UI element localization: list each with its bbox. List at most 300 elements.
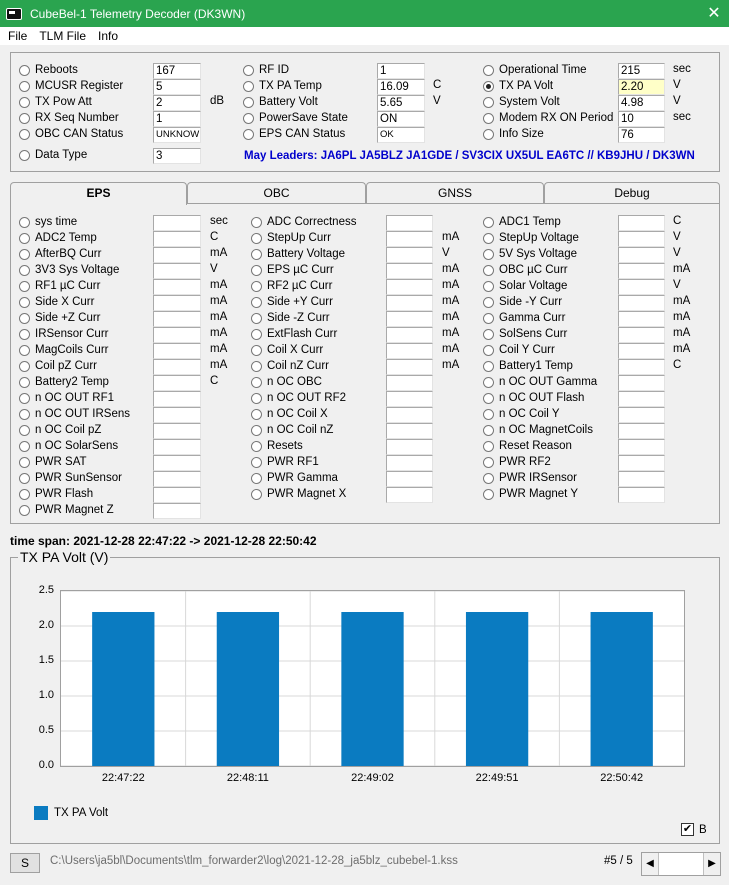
field-tx-pow-att <box>19 94 92 110</box>
eps-label-resets: Resets <box>267 440 303 452</box>
eps-field-stepup-voltage <box>483 230 579 246</box>
eps-radio-n-oc-out-flash[interactable] <box>483 393 494 404</box>
value-data-type: 3 <box>153 148 201 164</box>
eps-radio-side-z-curr[interactable] <box>251 313 262 324</box>
eps-field-n-oc-solarsens <box>19 438 118 454</box>
eps-value-resets <box>386 439 433 455</box>
eps-value-battery-voltage <box>386 247 433 263</box>
eps-radio-battery1-temp[interactable] <box>483 361 494 372</box>
radio-rf-id[interactable] <box>243 65 254 76</box>
eps-unit-side-z-curr: mA <box>210 311 228 323</box>
eps-label-pwr-gamma: PWR Gamma <box>267 472 338 484</box>
eps-radio-obc-uc-curr[interactable] <box>483 265 494 276</box>
eps-field-coil-nz-curr <box>251 358 329 374</box>
eps-label-adc-correctness: ADC Correctness <box>267 216 357 228</box>
eps-unit-stepup-curr: mA <box>442 231 460 243</box>
value-powersave-state: ON <box>377 111 425 127</box>
eps-field-reset-reason <box>483 438 572 454</box>
eps-radio-battery2-temp[interactable] <box>19 377 30 388</box>
file-path: C:\Users\ja5bl\Documents\tlm_forwarder2\log\2021-12-28_ja5blz_cubebel-1.kss <box>50 855 458 867</box>
eps-radio-pwr-irsensor[interactable] <box>483 473 494 484</box>
eps-value-battery1-temp <box>618 359 665 375</box>
eps-unit-rf2-uc-curr: mA <box>442 279 460 291</box>
eps-radio-afterbq-curr[interactable] <box>19 249 30 260</box>
eps-value-side-z-curr <box>386 311 433 327</box>
x-tick-label: 22:49:51 <box>475 772 519 784</box>
value-rf-id: 1 <box>377 63 425 79</box>
eps-label-pwr-rf1: PWR RF1 <box>267 456 319 468</box>
eps-radio-resets[interactable] <box>251 441 262 452</box>
eps-label-battery-voltage: Battery Voltage <box>267 248 345 260</box>
label-info-size: Info Size <box>499 128 544 140</box>
eps-radio-side-y-curr[interactable] <box>251 297 262 308</box>
eps-label-n-oc-out-irsens: n OC OUT IRSens <box>35 408 131 420</box>
eps-radio-solsens-curr[interactable] <box>483 329 494 340</box>
eps-label-solsens-curr: SolSens Curr <box>499 328 568 340</box>
eps-field-battery-voltage <box>251 246 345 262</box>
eps-value-stepup-voltage <box>618 231 665 247</box>
chart-legend <box>34 806 108 820</box>
eps-label-pwr-rf2: PWR RF2 <box>499 456 551 468</box>
eps-value-extflash-curr <box>386 327 433 343</box>
eps-label-gamma-curr: Gamma Curr <box>499 312 566 324</box>
eps-radio-side-x-curr[interactable] <box>19 297 30 308</box>
eps-value-pwr-rf1 <box>386 455 433 471</box>
eps-value-battery2-temp <box>153 375 201 391</box>
eps-value-irsensor-curr <box>153 327 201 343</box>
eps-value-n-oc-coil-nz <box>386 423 433 439</box>
eps-field-eps-uc-curr <box>251 262 334 278</box>
eps-radio-coil-y-curr[interactable] <box>483 345 494 356</box>
y-tick-label: 0.0 <box>38 759 54 771</box>
eps-field-n-oc-obc <box>251 374 322 390</box>
radio-rx-seq-number[interactable] <box>19 113 30 124</box>
eps-label-coil-nz-curr: Coil nZ Curr <box>267 360 329 372</box>
value-reboots: 167 <box>153 63 201 79</box>
eps-field-n-oc-coil-nz <box>251 422 333 438</box>
bar-3 <box>466 612 528 766</box>
radio-tx-pa-temp[interactable] <box>243 81 254 92</box>
eps-label-side-x-curr: Side X Curr <box>35 296 95 308</box>
field-info-size <box>483 126 544 142</box>
eps-field-n-oc-out-gamma <box>483 374 597 390</box>
eps-radio-adc2-temp[interactable] <box>19 233 30 244</box>
bar-4 <box>591 612 653 766</box>
field-operational-time <box>483 62 587 78</box>
eps-field-pwr-irsensor <box>483 470 577 486</box>
eps-value-side-x-curr <box>153 295 201 311</box>
eps-field-adc2-temp <box>19 230 97 246</box>
eps-radio-coil-nz-curr[interactable] <box>251 361 262 372</box>
eps-label-n-oc-out-flash: n OC OUT Flash <box>499 392 585 404</box>
bar-0 <box>92 612 154 766</box>
eps-label-solar-voltage: Solar Voltage <box>499 280 568 292</box>
eps-value-n-oc-out-rf1 <box>153 391 201 407</box>
eps-label-5v-sys-voltage: 5V Sys Voltage <box>499 248 577 260</box>
eps-value-n-oc-coil-x <box>386 407 433 423</box>
eps-label-rf2-uc-curr: RF2 µC Curr <box>267 280 333 292</box>
field-data-type <box>19 147 87 163</box>
eps-field-n-oc-out-rf1 <box>19 390 114 406</box>
eps-radio-coil-pz-curr[interactable] <box>19 361 30 372</box>
eps-unit-magcoils-curr: mA <box>210 343 228 355</box>
eps-field-coil-pz-curr <box>19 358 97 374</box>
radio-powersave-state[interactable] <box>243 113 254 124</box>
eps-radio-n-oc-magnetcoils[interactable] <box>483 425 494 436</box>
radio-eps-can-status[interactable] <box>243 129 254 140</box>
menu-tlm-file[interactable]: TLM File <box>39 29 87 43</box>
eps-label-pwr-magnet-z: PWR Magnet Z <box>35 504 114 516</box>
eps-value-pwr-magnet-x <box>386 487 433 503</box>
window-title: CubeBel-1 Telemetry Decoder (DK3WN) <box>30 6 246 21</box>
eps-value-coil-nz-curr <box>386 359 433 375</box>
value-tx-pa-volt: 2.20 <box>618 79 665 95</box>
label-system-volt: System Volt <box>499 96 560 108</box>
field-obc-can-status <box>19 126 123 142</box>
tab-eps[interactable]: EPS <box>10 182 187 205</box>
eps-label-n-oc-out-gamma: n OC OUT Gamma <box>499 376 598 388</box>
eps-value-side-z-curr <box>153 311 201 327</box>
eps-value-solsens-curr <box>618 327 665 343</box>
field-tx-pa-volt <box>483 78 553 94</box>
eps-unit-afterbq-curr: mA <box>210 247 228 259</box>
eps-label-obc-uc-curr: OBC µC Curr <box>499 264 568 276</box>
eps-label-extflash-curr: ExtFlash Curr <box>267 328 338 340</box>
eps-label-pwr-magnet-x: PWR Magnet X <box>267 488 347 500</box>
eps-unit-side-y-curr: mA <box>673 295 691 307</box>
eps-field-adc1-temp <box>483 214 561 230</box>
eps-radio-side-y-curr[interactable] <box>483 297 494 308</box>
value-rx-seq-number: 1 <box>153 111 201 127</box>
eps-radio-n-oc-coil-nz[interactable] <box>251 425 262 436</box>
eps-radio-n-oc-out-gamma[interactable] <box>483 377 494 388</box>
eps-value-coil-pz-curr <box>153 359 201 375</box>
radio-reboots[interactable] <box>19 65 30 76</box>
eps-radio-magcoils-curr[interactable] <box>19 345 30 356</box>
unit-tx-pow-att: dB <box>210 95 225 107</box>
eps-value-gamma-curr <box>618 311 665 327</box>
radio-tx-pa-volt[interactable] <box>483 81 494 92</box>
eps-label-battery2-temp: Battery2 Temp <box>35 376 109 388</box>
eps-value-coil-x-curr <box>386 343 433 359</box>
eps-value-afterbq-curr <box>153 247 201 263</box>
eps-unit-adc1-temp: C <box>673 215 682 227</box>
eps-value-magcoils-curr <box>153 343 201 359</box>
eps-unit-gamma-curr: mA <box>673 311 691 323</box>
value-info-size: 76 <box>618 127 665 143</box>
eps-label-side-z-curr: Side -Z Curr <box>267 312 330 324</box>
eps-label-sys-time: sys time <box>35 216 78 228</box>
eps-radio-pwr-magnet-z[interactable] <box>19 505 30 516</box>
scroll-left-icon[interactable]: ◀ <box>642 853 659 875</box>
eps-value-pwr-magnet-y <box>618 487 665 503</box>
eps-field-coil-y-curr <box>483 342 555 358</box>
x-tick-label: 22:50:42 <box>600 772 644 784</box>
eps-radio-n-oc-coil-pz[interactable] <box>19 425 30 436</box>
eps-radio-solar-voltage[interactable] <box>483 281 494 292</box>
y-tick-label: 2.0 <box>38 619 54 631</box>
eps-unit-adc2-temp: C <box>210 231 219 243</box>
title-bar <box>0 0 729 27</box>
tab-obc[interactable]: OBC <box>187 182 366 203</box>
eps-field-adc-correctness <box>251 214 356 230</box>
eps-radio-pwr-gamma[interactable] <box>251 473 262 484</box>
leaders-banner: May Leaders: JA6PL JA5BLZ JA1GDE / SV3CIX UX5UL EA6TC // KB9JHU / DK3WN <box>244 150 695 162</box>
tab-debug[interactable]: Debug <box>544 182 720 203</box>
eps-radio-n-oc-solarsens[interactable] <box>19 441 30 452</box>
eps-label-irsensor-curr: IRSensor Curr <box>35 328 109 340</box>
eps-label-afterbq-curr: AfterBQ Curr <box>35 248 102 260</box>
eps-radio-stepup-curr[interactable] <box>251 233 262 244</box>
record-scroller[interactable] <box>641 852 721 876</box>
eps-label-pwr-sunsensor: PWR SunSensor <box>35 472 122 484</box>
eps-label-n-oc-coil-y: n OC Coil Y <box>499 408 560 420</box>
eps-field-solar-voltage <box>483 278 567 294</box>
eps-value-n-oc-obc <box>386 375 433 391</box>
eps-field-side-z-curr <box>19 310 101 326</box>
eps-radio-pwr-magnet-y[interactable] <box>483 489 494 500</box>
eps-radio-irsensor-curr[interactable] <box>19 329 30 340</box>
eps-radio-pwr-rf2[interactable] <box>483 457 494 468</box>
field-eps-can-status <box>243 126 345 142</box>
menu-file[interactable]: File <box>8 29 28 43</box>
eps-unit-coil-x-curr: mA <box>442 343 460 355</box>
radio-battery-volt[interactable] <box>243 97 254 108</box>
close-icon[interactable]: ✕ <box>707 5 721 22</box>
eps-value-pwr-irsensor <box>618 471 665 487</box>
eps-unit-extflash-curr: mA <box>442 327 460 339</box>
eps-unit-battery2-temp: C <box>210 375 219 387</box>
eps-radio-n-oc-out-rf2[interactable] <box>251 393 262 404</box>
eps-radio-3v3-sys-voltage[interactable] <box>19 265 30 276</box>
b-checkbox-label: B <box>699 823 707 836</box>
eps-unit-sys-time: sec <box>210 215 228 227</box>
field-system-volt <box>483 94 560 110</box>
eps-radio-rf2-uc-curr[interactable] <box>251 281 262 292</box>
x-tick-label: 22:49:02 <box>351 772 394 784</box>
x-tick-label: 22:48:11 <box>226 772 269 784</box>
legend-label: TX PA Volt <box>54 807 109 819</box>
eps-field-pwr-magnet-y <box>483 486 578 502</box>
eps-radio-pwr-magnet-x[interactable] <box>251 489 262 500</box>
label-battery-volt: Battery Volt <box>259 96 318 108</box>
eps-label-coil-pz-curr: Coil pZ Curr <box>35 360 97 372</box>
eps-value-pwr-rf2 <box>618 455 665 471</box>
eps-field-magcoils-curr <box>19 342 109 358</box>
eps-unit-rf1-uc-curr: mA <box>210 279 228 291</box>
eps-field-gamma-curr <box>483 310 565 326</box>
legend-swatch <box>34 806 48 820</box>
eps-radio-eps-uc-curr[interactable] <box>251 265 262 276</box>
eps-label-n-oc-out-rf2: n OC OUT RF2 <box>267 392 347 404</box>
label-obc-can-status: OBC CAN Status <box>35 128 124 140</box>
field-modem-rx-on-period <box>483 110 613 126</box>
eps-value-n-oc-out-rf2 <box>386 391 433 407</box>
field-rf-id <box>243 62 289 78</box>
eps-field-3v3-sys-voltage <box>19 262 119 278</box>
radio-modem-rx-on-period[interactable] <box>483 113 494 124</box>
eps-label-rf1-uc-curr: RF1 µC Curr <box>35 280 101 292</box>
eps-label-pwr-irsensor: PWR IRSensor <box>499 472 577 484</box>
field-powersave-state <box>243 110 348 126</box>
b-checkbox[interactable] <box>681 823 707 836</box>
eps-label-n-oc-coil-x: n OC Coil X <box>267 408 328 420</box>
field-rx-seq-number <box>19 110 119 126</box>
eps-field-solsens-curr <box>483 326 567 342</box>
eps-field-afterbq-curr <box>19 246 101 262</box>
chart-plot-area <box>60 590 685 767</box>
s-button[interactable]: S <box>10 853 40 873</box>
eps-radio-pwr-flash[interactable] <box>19 489 30 500</box>
app-icon <box>6 8 22 20</box>
tab-gnss[interactable]: GNSS <box>366 182 544 203</box>
radio-mcusr-register[interactable] <box>19 81 30 92</box>
eps-value-adc1-temp <box>618 215 665 231</box>
eps-radio-pwr-rf1[interactable] <box>251 457 262 468</box>
eps-label-adc2-temp: ADC2 Temp <box>35 232 97 244</box>
eps-field-5v-sys-voltage <box>483 246 577 262</box>
eps-value-side-y-curr <box>386 295 433 311</box>
label-data-type: Data Type <box>35 149 88 161</box>
eps-unit-coil-y-curr: mA <box>673 343 691 355</box>
eps-label-pwr-magnet-y: PWR Magnet Y <box>499 488 579 500</box>
label-tx-pow-att: TX Pow Att <box>35 96 92 108</box>
eps-field-sys-time <box>19 214 77 230</box>
eps-field-pwr-sunsensor <box>19 470 122 486</box>
radio-operational-time[interactable] <box>483 65 494 76</box>
x-tick-label: 22:47:22 <box>101 772 145 784</box>
eps-radio-extflash-curr[interactable] <box>251 329 262 340</box>
radio-system-volt[interactable] <box>483 97 494 108</box>
radio-data-type[interactable] <box>19 150 30 161</box>
label-mcusr-register: MCUSR Register <box>35 80 124 92</box>
eps-radio-stepup-voltage[interactable] <box>483 233 494 244</box>
eps-radio-n-oc-out-irsens[interactable] <box>19 409 30 420</box>
eps-radio-sys-time[interactable] <box>19 217 30 228</box>
eps-radio-reset-reason[interactable] <box>483 441 494 452</box>
eps-value-reset-reason <box>618 439 665 455</box>
eps-unit-solsens-curr: mA <box>673 327 691 339</box>
eps-value-n-oc-coil-pz <box>153 423 201 439</box>
value-system-volt: 4.98 <box>618 95 665 111</box>
eps-radio-side-z-curr[interactable] <box>19 313 30 324</box>
eps-unit-coil-pz-curr: mA <box>210 359 228 371</box>
eps-label-stepup-curr: StepUp Curr <box>267 232 331 244</box>
eps-label-n-oc-solarsens: n OC SolarSens <box>35 440 119 452</box>
eps-field-n-oc-out-irsens <box>19 406 130 422</box>
eps-label-adc1-temp: ADC1 Temp <box>499 216 561 228</box>
eps-radio-n-oc-coil-y[interactable] <box>483 409 494 420</box>
eps-label-magcoils-curr: MagCoils Curr <box>35 344 109 356</box>
eps-label-side-z-curr: Side +Z Curr <box>35 312 101 324</box>
value-modem-rx-on-period: 10 <box>618 111 665 127</box>
eps-radio-n-oc-out-rf1[interactable] <box>19 393 30 404</box>
radio-tx-pow-att[interactable] <box>19 97 30 108</box>
eps-radio-5v-sys-voltage[interactable] <box>483 249 494 260</box>
radio-obc-can-status[interactable] <box>19 129 30 140</box>
label-tx-pa-volt: TX PA Volt <box>499 80 554 92</box>
tab-strip <box>10 182 720 204</box>
eps-unit-obc-uc-curr: mA <box>673 263 691 275</box>
unit-battery-volt: V <box>433 95 441 107</box>
eps-unit-battery1-temp: C <box>673 359 682 371</box>
eps-value-rf2-uc-curr <box>386 279 433 295</box>
eps-label-n-oc-coil-pz: n OC Coil pZ <box>35 424 102 436</box>
eps-unit-eps-uc-curr: mA <box>442 263 460 275</box>
checkmark-icon[interactable]: ✔ <box>682 823 693 835</box>
y-tick-label: 1.0 <box>38 689 54 701</box>
eps-radio-adc-correctness[interactable] <box>251 217 262 228</box>
eps-value-3v3-sys-voltage <box>153 263 201 279</box>
radio-info-size[interactable] <box>483 129 494 140</box>
eps-value-pwr-sat <box>153 455 201 471</box>
eps-field-pwr-magnet-z <box>19 502 114 518</box>
eps-value-n-oc-out-irsens <box>153 407 201 423</box>
time-span: time span: 2021-12-28 22:47:22 -> 2021-12-28 22:50:42 <box>10 534 317 548</box>
value-operational-time: 215 <box>618 63 665 79</box>
eps-field-rf2-uc-curr <box>251 278 332 294</box>
eps-radio-n-oc-obc[interactable] <box>251 377 262 388</box>
eps-field-pwr-flash <box>19 486 93 502</box>
unit-system-volt: V <box>673 95 681 107</box>
unit-tx-pa-volt: V <box>673 79 681 91</box>
eps-radio-gamma-curr[interactable] <box>483 313 494 324</box>
eps-field-n-oc-coil-pz <box>19 422 101 438</box>
eps-field-resets <box>251 438 303 454</box>
eps-value-pwr-gamma <box>386 471 433 487</box>
eps-radio-battery-voltage[interactable] <box>251 249 262 260</box>
eps-field-side-x-curr <box>19 294 94 310</box>
y-tick-label: 1.5 <box>38 654 54 666</box>
field-reboots <box>19 62 78 78</box>
menu-info[interactable]: Info <box>98 29 119 43</box>
eps-value-stepup-curr <box>386 231 433 247</box>
eps-radio-coil-x-curr[interactable] <box>251 345 262 356</box>
eps-radio-adc1-temp[interactable] <box>483 217 494 228</box>
eps-label-pwr-flash: PWR Flash <box>35 488 94 500</box>
eps-label-3v3-sys-voltage: 3V3 Sys Voltage <box>35 264 120 276</box>
eps-field-side-y-curr <box>251 294 333 310</box>
eps-unit-side-z-curr: mA <box>442 311 460 323</box>
eps-field-side-y-curr <box>483 294 562 310</box>
label-modem-rx-on-period: Modem RX ON Period <box>499 112 614 124</box>
eps-radio-rf1-uc-curr[interactable] <box>19 281 30 292</box>
eps-value-sys-time <box>153 215 201 231</box>
eps-label-n-oc-out-rf1: n OC OUT RF1 <box>35 392 115 404</box>
label-reboots: Reboots <box>35 64 78 76</box>
value-tx-pow-att: 2 <box>153 95 201 111</box>
eps-radio-pwr-sunsensor[interactable] <box>19 473 30 484</box>
eps-unit-irsensor-curr: mA <box>210 327 228 339</box>
eps-value-rf1-uc-curr <box>153 279 201 295</box>
eps-field-stepup-curr <box>251 230 331 246</box>
label-rx-seq-number: RX Seq Number <box>35 112 119 124</box>
label-tx-pa-temp: TX PA Temp <box>259 80 322 92</box>
eps-field-irsensor-curr <box>19 326 109 342</box>
eps-label-n-oc-coil-nz: n OC Coil nZ <box>267 424 334 436</box>
eps-field-coil-x-curr <box>251 342 323 358</box>
scroll-right-icon[interactable]: ▶ <box>703 853 720 875</box>
eps-label-coil-y-curr: Coil Y Curr <box>499 344 555 356</box>
eps-field-obc-uc-curr <box>483 262 568 278</box>
eps-field-side-z-curr <box>251 310 330 326</box>
eps-field-n-oc-coil-y <box>483 406 560 422</box>
eps-value-adc-correctness <box>386 215 433 231</box>
eps-field-pwr-magnet-x <box>251 486 346 502</box>
eps-radio-pwr-sat[interactable] <box>19 457 30 468</box>
eps-radio-n-oc-coil-x[interactable] <box>251 409 262 420</box>
eps-field-battery1-temp <box>483 358 573 374</box>
